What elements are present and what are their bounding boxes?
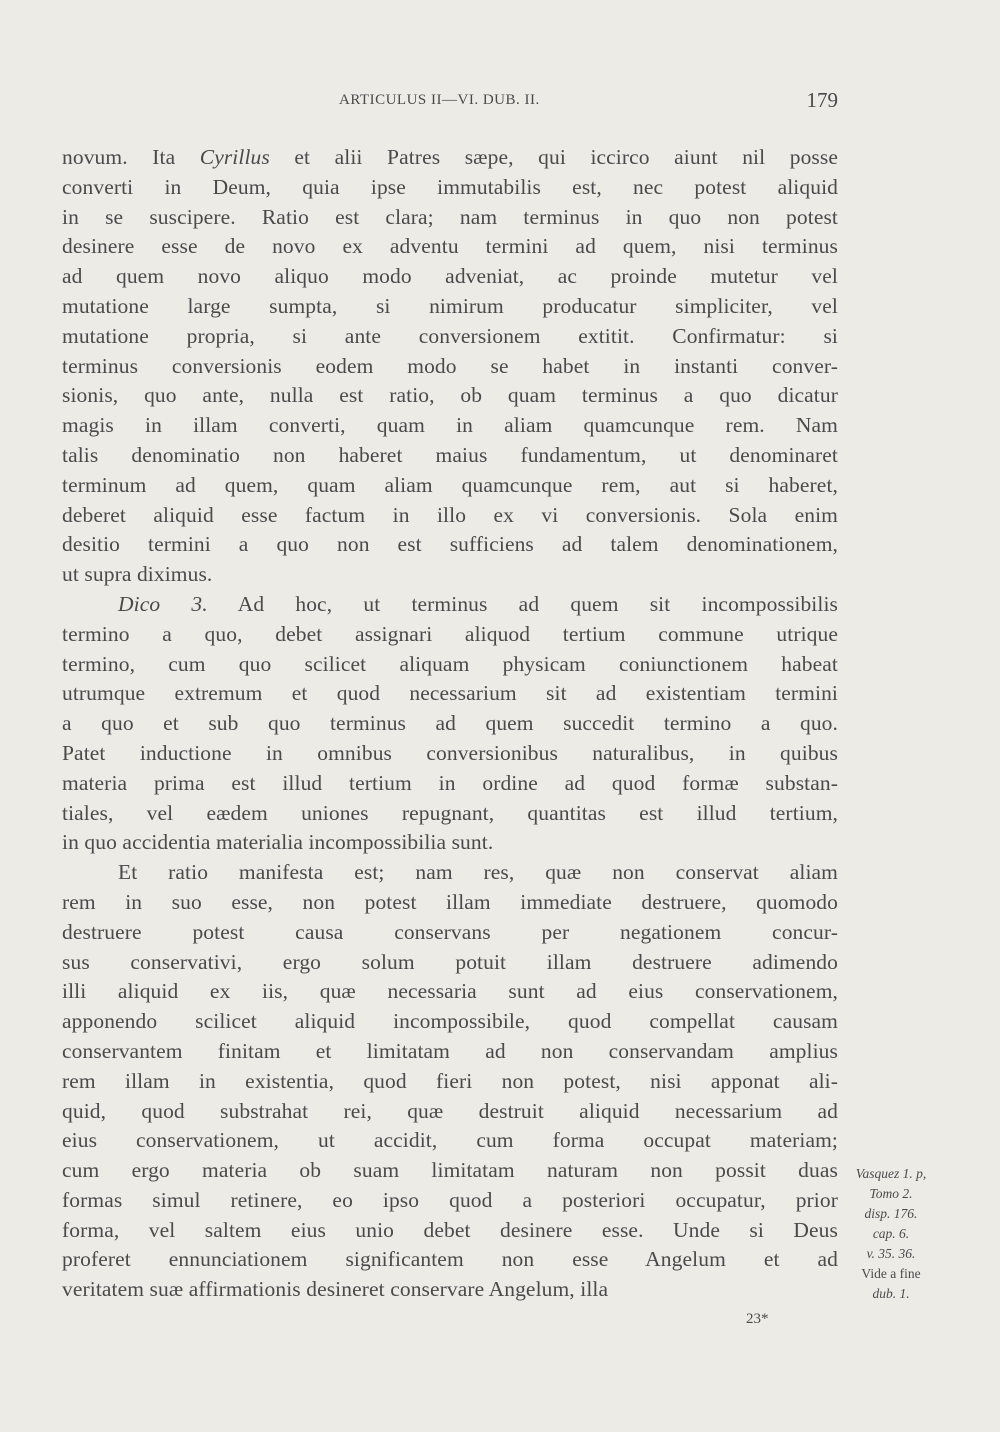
text-line: rem illam in existentia, quod fieri non potest, nisi apponat ali- (62, 1068, 838, 1093)
text-line: conservantem finitam et limitatam ad non conservandam amplius (62, 1038, 838, 1063)
margin-note-line: v. 35. 36. (866, 1246, 916, 1261)
margin-note-line: dub. 1. (872, 1286, 910, 1301)
text-line: magis in illam converti, quam in aliam quamcunque rem. Nam (62, 413, 838, 438)
text-line: deberet aliquid esse factum in illo ex vi conversionis. Sola enim (62, 502, 838, 527)
text-line: mutatione propria, si ante conversionem extitit. Confirmatur: si (62, 323, 838, 348)
running-header (62, 88, 838, 116)
text-line: utrumque extremum et quod necessarium sit ad existentiam termini (62, 681, 838, 706)
margin-note-line: cap. 6. (872, 1226, 910, 1241)
text-line: desitio termini a quo non est sufficiens ad talem denominationem, (62, 532, 838, 557)
text-line: forma, vel saltem eius unio debet desinere esse. Unde si Deus (62, 1217, 838, 1242)
text-line: in quo accidentia materialia incompossibilia sunt. (62, 830, 494, 855)
text-line: sus conservativi, ergo solum potuit illam destruere adimendo (62, 949, 838, 974)
text-line: a quo et sub quo terminus ad quem succedit termino a quo. (62, 711, 838, 736)
margin-note-line: Tomo 2. (869, 1186, 913, 1201)
page-number: 179 (806, 88, 838, 112)
text-line: formas simul retinere, eo ipso quod a posteriori occupatur, prior (62, 1187, 838, 1212)
text-line: ad quem novo aliquo modo adveniat, ac proinde mutetur vel (62, 264, 838, 289)
text-line: illi aliquid ex iis, quæ necessaria sunt ad eius conservationem, (62, 979, 838, 1004)
text-line: quid, quod substrahat rei, quæ destruit aliquid necessarium ad (62, 1098, 838, 1123)
body-text (62, 143, 838, 1305)
text-line: terminum ad quem, quam aliam quamcunque rem, aut si haberet, (62, 472, 838, 497)
italic-text: Dico 3. (118, 591, 208, 616)
text-line: apponendo scilicet aliquid incompossibile, quod compellat causam (62, 1009, 838, 1034)
text-line: destruere potest causa conservans per negationem concur- (62, 919, 838, 944)
signature-mark: 23* (746, 1311, 769, 1327)
text-line: Dico 3. Ad hoc, ut terminus ad quem sit incompossibilis (118, 591, 838, 616)
margin-note-line: Vide a fine (861, 1266, 921, 1281)
text-line: rem in suo esse, non potest illam immediate destruere, quomodo (62, 889, 838, 914)
text-line: mutatione large sumpta, si nimirum producatur simpliciter, vel (62, 293, 838, 318)
text-line: veritatem suæ affirmationis desineret conservare Angelum, illa (62, 1277, 609, 1302)
text-line: in se suscipere. Ratio est clara; nam terminus in quo non potest (62, 204, 838, 229)
text-line: tiales, vel eædem uniones repugnant, quantitas est illud tertium, (62, 800, 838, 825)
text-line: proferet ennunciationem significantem non esse Angelum et ad (62, 1247, 838, 1272)
text-line: termino, cum quo scilicet aliquam physicam coniunctionem habeat (62, 651, 838, 676)
text-line: sionis, quo ante, nulla est ratio, ob quam terminus a quo dicatur (62, 383, 838, 408)
text-line: ut supra diximus. (62, 562, 213, 587)
text-line: novum. Ita Cyrillus et alii Patres sæpe, qui iccirco aiunt nil posse (62, 145, 838, 169)
running-head-title: ARTICULUS II—VI. DUB. II. (339, 92, 540, 108)
text-line: terminus conversionis eodem modo se habet in instanti conver- (62, 353, 838, 378)
text-line: converti in Deum, quia ipse immutabilis est, nec potest aliquid (62, 174, 838, 199)
text-line: Et ratio manifesta est; nam res, quæ non conservat aliam (118, 860, 838, 885)
italic-text: Cyrillus (199, 145, 270, 169)
text-line: cum ergo materia ob suam limitatam naturam non possit duas (62, 1158, 838, 1183)
margin-note-line: Vasquez 1. p, (855, 1166, 927, 1181)
text-line: termino a quo, debet assignari aliquod tertium commune utrique (62, 621, 838, 646)
text-line: eius conservationem, ut accidit, cum forma occupat materiam; (62, 1128, 838, 1153)
margin-note (836, 1164, 946, 1304)
text-line: Patet inductione in omnibus conversionibus naturalibus, in quibus (62, 740, 838, 765)
text-line: materia prima est illud tertium in ordine ad quod formæ substan- (62, 770, 838, 795)
text-line: desinere esse de novo ex adventu termini ad quem, nisi terminus (62, 234, 838, 259)
text-line: talis denominatio non haberet maius fundamentum, ut denominaret (62, 442, 838, 467)
margin-note-line: disp. 176. (864, 1206, 918, 1221)
